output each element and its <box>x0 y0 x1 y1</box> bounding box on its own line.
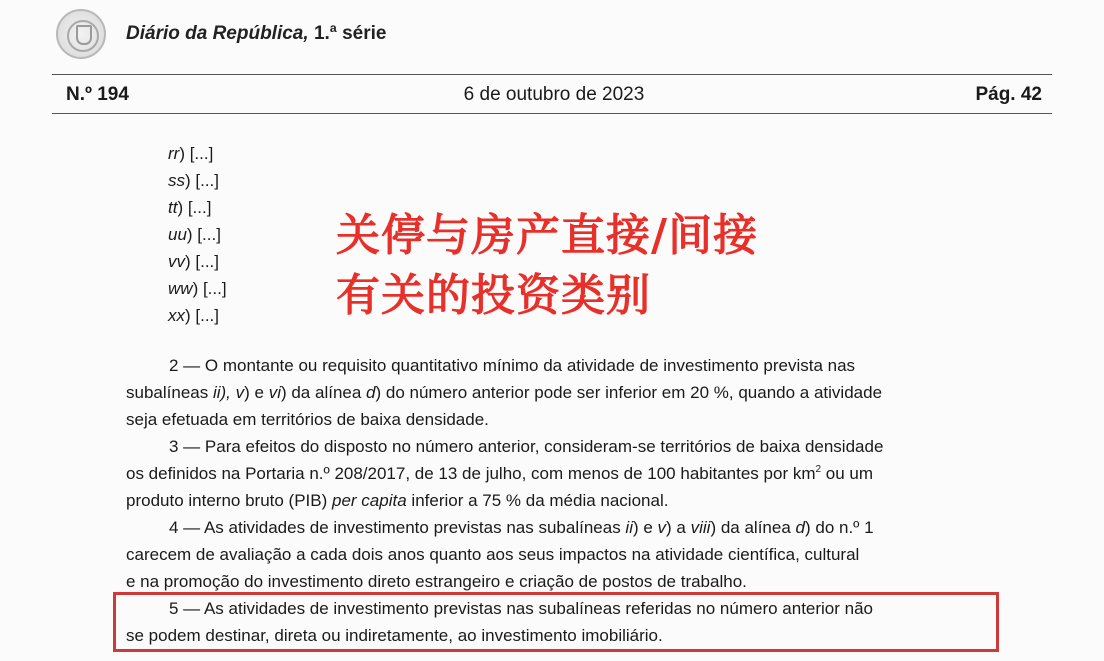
text-run: 4 — As atividades de investimento previstas nas subalíneas <box>169 518 626 537</box>
paragraph-line <box>126 487 984 514</box>
list-item <box>168 194 227 221</box>
paragraph-line: se podem destinar, direta ou indiretamente, ao investimento imobiliário. <box>126 626 663 645</box>
header-bottom-rule <box>52 113 1052 114</box>
item-text: ) [...] <box>179 144 214 163</box>
list-item <box>168 302 227 329</box>
item-letter: tt <box>168 198 178 217</box>
journal-series: 1.ª série <box>313 23 387 44</box>
paragraph-4 <box>126 514 984 595</box>
paragraph-line <box>126 379 984 406</box>
paragraph-line: 5 — As atividades de investimento previstas nas subalíneas referidas no número anterior não <box>169 599 874 618</box>
header-top-rule <box>52 74 1052 75</box>
text-run-italic: ii <box>625 518 633 537</box>
text-run-italic: ), <box>220 383 236 402</box>
item-letter: ss <box>168 171 185 190</box>
item-text: ) [...] <box>186 225 221 244</box>
text-run-italic: d <box>795 518 805 537</box>
paragraph-line: carecem de avaliação a cada dois anos quanto aos seus impactos na atividade científica, cultural <box>126 545 860 564</box>
list-item <box>168 275 227 302</box>
paragraph-line <box>126 514 984 541</box>
item-text: ) [...] <box>177 198 212 217</box>
list-item <box>168 248 227 275</box>
text-run: ) e <box>244 383 269 402</box>
text-run-italic: v <box>657 518 667 537</box>
text-run: subalíneas <box>126 383 213 402</box>
item-letter: vv <box>168 252 185 271</box>
text-run: produto interno bruto (PIB) <box>126 491 333 510</box>
list-item <box>168 167 227 194</box>
item-text: ) [...] <box>185 306 219 325</box>
item-letter: uu <box>168 225 187 244</box>
item-text: ) [...] <box>192 279 227 298</box>
superscript: 2 <box>815 464 822 475</box>
text-run: ou um <box>821 464 874 483</box>
paragraph-2 <box>126 352 984 433</box>
text-run-italic: v <box>235 383 245 402</box>
text-run-italic: d <box>366 383 376 402</box>
text-run-italic: viii <box>690 518 711 537</box>
text-run: ) da alínea <box>280 383 367 402</box>
item-letter: rr <box>168 144 180 163</box>
text-run-italic: vi <box>268 383 281 402</box>
text-run: os definidos na Portaria n.º 208/2017, de 13 de julho, com menos de 100 habitantes por km <box>126 464 816 483</box>
item-text: ) [...] <box>185 171 219 190</box>
list-item <box>168 221 227 248</box>
paragraph-line <box>126 460 984 487</box>
highlight-box <box>113 592 999 652</box>
text-run: inferior a 75 % da média nacional. <box>406 491 669 510</box>
journal-title <box>126 23 386 45</box>
list-item <box>168 140 227 167</box>
overlay-line-2: 有关的投资类别 <box>336 270 651 321</box>
text-run: ) do número anterior pode ser inferior em 20 %, quando a atividade <box>375 383 883 402</box>
issue-meta-bar <box>66 84 1042 108</box>
item-letter: xx <box>168 306 185 325</box>
republic-emblem-icon <box>56 9 106 59</box>
overlay-line-1: 关停与房产直接/间接 <box>336 210 759 261</box>
text-run: ) a <box>666 518 691 537</box>
paragraph-3 <box>126 433 984 514</box>
issue-number: N.º 194 <box>66 84 129 105</box>
text-run: ) da alínea <box>710 518 796 537</box>
page-number: Pág. 42 <box>975 84 1042 105</box>
text-run: ) e <box>632 518 658 537</box>
issue-date: 6 de outubro de 2023 <box>463 84 645 105</box>
chinese-annotation-overlay <box>336 206 758 326</box>
paragraph-line: seja efetuada em territórios de baixa densidade. <box>126 410 489 429</box>
item-text: ) [...] <box>185 252 219 271</box>
item-letter: ww <box>168 279 193 298</box>
journal-header <box>56 8 386 60</box>
paragraph-line: 3 — Para efeitos do disposto no número anterior, consideram-se territórios de baixa densidade <box>169 437 884 456</box>
text-run-italic: per capita <box>332 491 407 510</box>
paragraph-line: 2 — O montante ou requisito quantitativo mínimo da atividade de investimento prevista nas <box>169 356 856 375</box>
subparagraph-list <box>168 140 227 329</box>
journal-name: Diário da República, <box>126 23 309 44</box>
text-run: ) do n.º 1 <box>804 518 874 537</box>
text-run-italic: ii <box>212 383 221 402</box>
paragraph-line: e na promoção do investimento direto estrangeiro e criação de postos de trabalho. <box>126 572 747 591</box>
